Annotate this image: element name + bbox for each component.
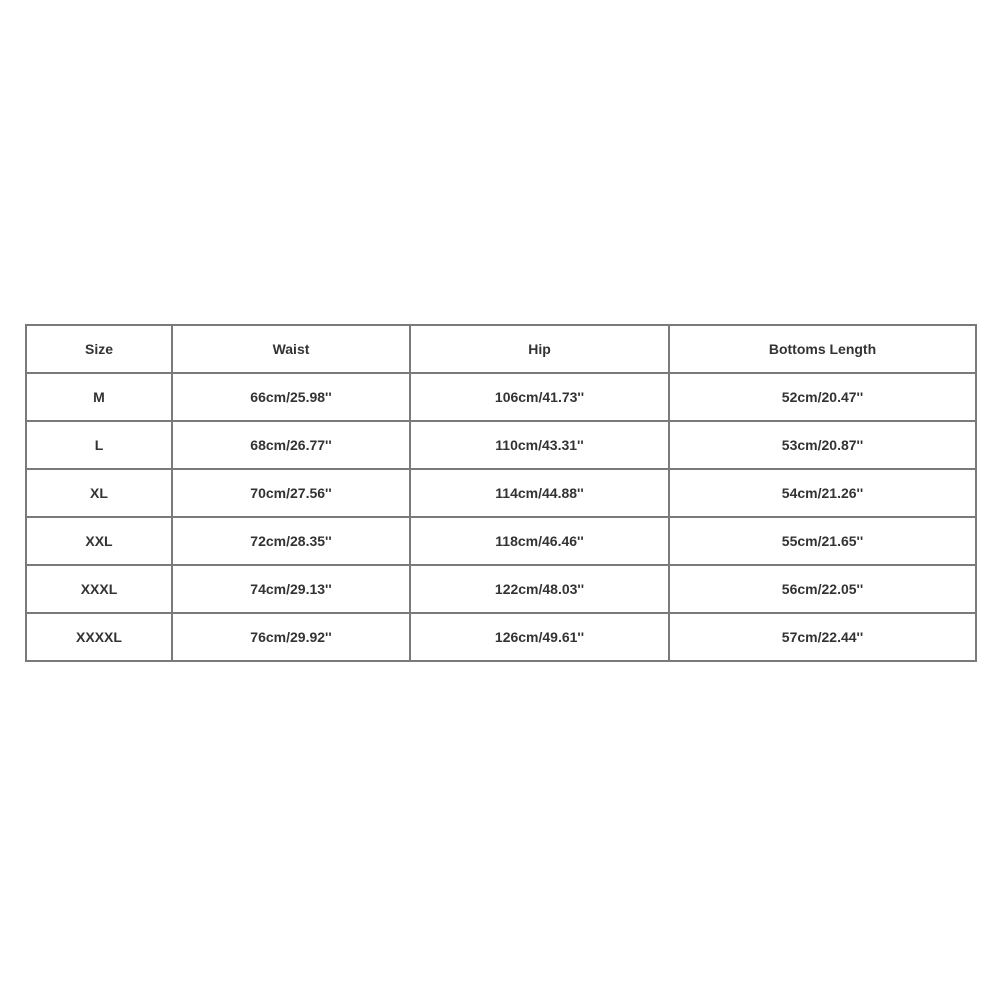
cell-size: XXXL [26, 565, 172, 613]
cell-bottoms-length: 52cm/20.47'' [669, 373, 976, 421]
cell-hip: 106cm/41.73'' [410, 373, 669, 421]
cell-waist: 72cm/28.35'' [172, 517, 410, 565]
cell-hip: 110cm/43.31'' [410, 421, 669, 469]
size-chart-table [25, 324, 977, 662]
cell-hip: 126cm/49.61'' [410, 613, 669, 661]
cell-size: XXXXL [26, 613, 172, 661]
cell-hip: 114cm/44.88'' [410, 469, 669, 517]
header-bottoms-length: Bottoms Length [669, 325, 976, 373]
cell-bottoms-length: 55cm/21.65'' [669, 517, 976, 565]
cell-size: XXL [26, 517, 172, 565]
table-row [26, 565, 976, 613]
table-row [26, 421, 976, 469]
header-waist: Waist [172, 325, 410, 373]
table-row [26, 373, 976, 421]
cell-bottoms-length: 54cm/21.26'' [669, 469, 976, 517]
table-row [26, 469, 976, 517]
cell-waist: 68cm/26.77'' [172, 421, 410, 469]
cell-hip: 118cm/46.46'' [410, 517, 669, 565]
cell-bottoms-length: 53cm/20.87'' [669, 421, 976, 469]
cell-bottoms-length: 56cm/22.05'' [669, 565, 976, 613]
cell-size: M [26, 373, 172, 421]
header-size: Size [26, 325, 172, 373]
cell-waist: 70cm/27.56'' [172, 469, 410, 517]
cell-waist: 76cm/29.92'' [172, 613, 410, 661]
cell-waist: 74cm/29.13'' [172, 565, 410, 613]
cell-waist: 66cm/25.98'' [172, 373, 410, 421]
header-hip: Hip [410, 325, 669, 373]
table-header-row [26, 325, 976, 373]
cell-hip: 122cm/48.03'' [410, 565, 669, 613]
table-row [26, 517, 976, 565]
cell-bottoms-length: 57cm/22.44'' [669, 613, 976, 661]
cell-size: L [26, 421, 172, 469]
cell-size: XL [26, 469, 172, 517]
table-row [26, 613, 976, 661]
